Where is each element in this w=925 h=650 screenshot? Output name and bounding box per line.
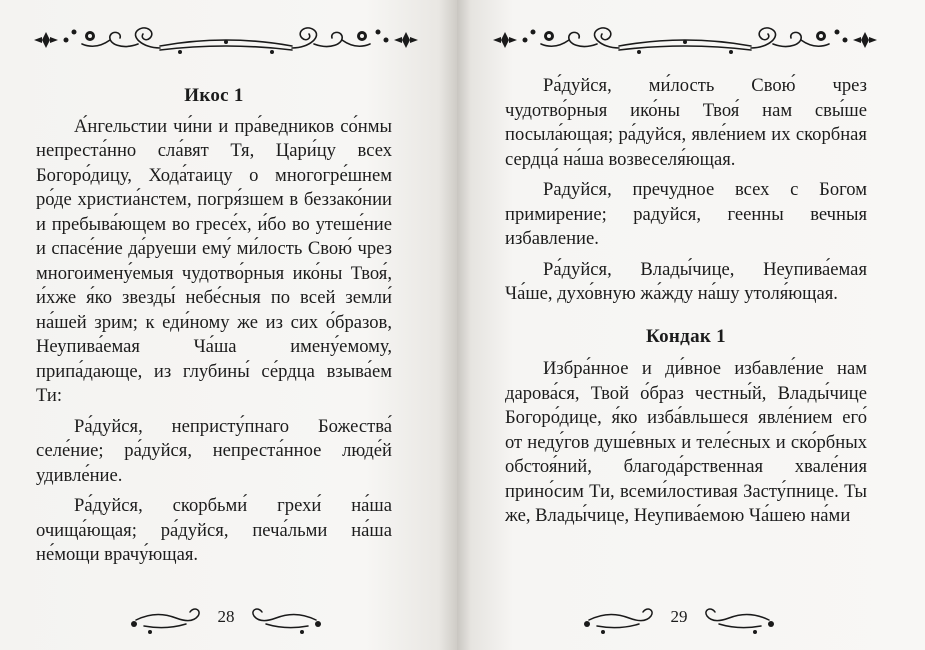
paragraph: Избра́нное и ди́вное избавле́ние нам дарова́ся, Твой о́браз честны́й, Влады́чице Богоро́дице, я́ко изба́вльшеся явле́нием его́ от неду́гов душе́вных и теле́сных и ско́рбных обстоя́ний, благода́рственная хвале́ния прино́сим Ти, всеми́лостивая Засту́пнице. Ты же, Влады́чице, Неупива́емою Ча́шею на́ми	[505, 358, 867, 526]
left-page-content	[36, 80, 392, 574]
top-ornament-left	[30, 20, 422, 62]
paragraph: Радуйся, пречудное всех с Богом примирение; радуйся, геенны вечныя избавление.	[505, 179, 867, 249]
kondak-heading: Кондак 1	[646, 325, 726, 347]
paragraph: Ра́дуйся, ми́лость Свою́ чрез чудотво́рныя ико́ны Твоя́ нам свы́ше посыла́ющая; ра́дуйся, явле́нием их скорбная сердца́ на́ша возвеселя́ющая.	[505, 75, 867, 170]
ikos-heading: Икос 1	[184, 85, 244, 106]
right-page	[457, 0, 925, 650]
left-page	[0, 0, 457, 650]
page-number: 29	[670, 607, 688, 626]
floral-ornament-icon	[30, 20, 422, 62]
right-page-content	[505, 74, 867, 535]
paragraph: Ра́дуйся, непристу́пнаго Божества́ селе́ние; ра́дуйся, непреста́нное люде́й удивле́ние.	[36, 415, 392, 486]
top-ornament-right	[489, 20, 881, 62]
paragraph: Ра́дуйся, скорбьми́ грехи́ на́ша очища́ющая; ра́дуйся, печа́льми на́ша не́мощи врачу́ющая.	[36, 495, 392, 565]
page-number: 28	[217, 607, 235, 626]
paragraph: А́нгельстии чи́ни и пра́ведников со́нмы непреста́нно сла́вят Тя, Цари́цу всех Богоро́дицу, Хода́таицу о многогре́шнем ро́де христиа́нстем, погря́зшем в беззако́нии и пребыва́ющем во гресе́х, и́бо во утеше́ние и спасе́ние да́руеши ему́ ми́лость Свою́ чрез многоимену́емыя чудотво́рныя ико́ны Твоя́, и́хже я́ко звезды́ небе́сныя по всей земли́ на́шей зрим; к еди́ному же из сих о́бразов, Неупива́емая Ча́ша имену́емому, припа́дающе, из глубины́ се́рдца взыва́ем Ти:	[36, 115, 392, 406]
floral-ornament-icon	[489, 20, 881, 62]
paragraph: Ра́дуйся, Влады́чице, Неупива́емая Ча́ше, духо́вную жа́жду на́шу утоля́ющая.	[505, 258, 867, 304]
